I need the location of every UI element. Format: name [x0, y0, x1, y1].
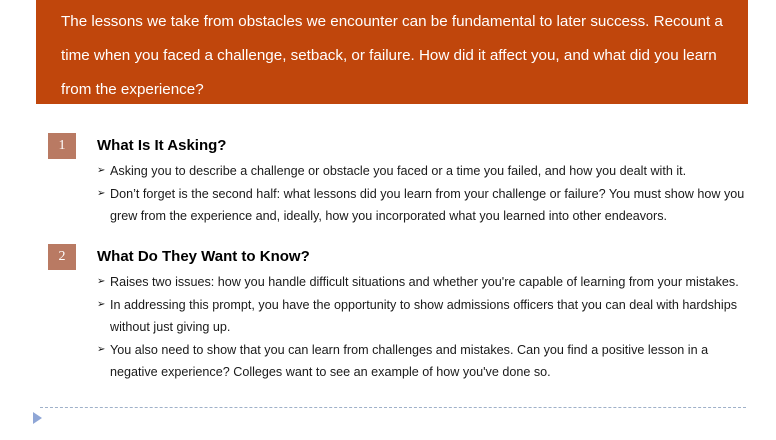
list-item [97, 183, 751, 228]
play-triangle-icon[interactable] [33, 412, 42, 424]
section-title: What Do They Want to Know? [97, 248, 310, 265]
list-item [97, 339, 751, 384]
arrow-bullet-icon: ➢ [97, 187, 106, 199]
section-number-badge: 2 [48, 244, 76, 270]
prompt-banner [36, 0, 748, 104]
dashed-divider [40, 407, 746, 408]
prompt-text: The lessons we take from obstacles we encounter can be fundamental to later success. Recount a time when you faced a challenge, setback, or failure. How did it affect you, and what did you learn from the experience? [61, 13, 723, 98]
list-item [97, 271, 751, 294]
bullet-text: Don’t forget is the second half: what lessons did you learn from your challenge or failure? You must show how you grew from the experience and, ideally, how you incorporated what you learned into other endeavors. [110, 186, 745, 223]
arrow-bullet-icon: ➢ [97, 276, 106, 287]
bullet-text: You also need to show that you can learn from challenges and mistakes. Can you find a positive lesson in a negative experience? Colleges want to see an example of how you've done so. [110, 342, 709, 379]
bullet-list [97, 160, 751, 228]
arrow-bullet-icon: ➢ [97, 343, 106, 355]
bullet-text: Raises two issues: how you handle difficult situations and whether you're capable of learning from your mistakes. [110, 275, 739, 289]
bullet-text: Asking you to describe a challenge or obstacle you faced or a time you failed, and how you dealt with it. [110, 164, 687, 178]
arrow-bullet-icon: ➢ [97, 298, 106, 310]
bullet-list [97, 271, 751, 384]
list-item [97, 160, 751, 183]
section-title: What Is It Asking? [97, 137, 227, 154]
bullet-text: In addressing this prompt, you have the opportunity to show admissions officers that you can deal with hardships without just giving up. [110, 297, 738, 334]
section-number-badge: 1 [48, 133, 76, 159]
list-item [97, 294, 751, 339]
arrow-bullet-icon: ➢ [97, 165, 106, 176]
